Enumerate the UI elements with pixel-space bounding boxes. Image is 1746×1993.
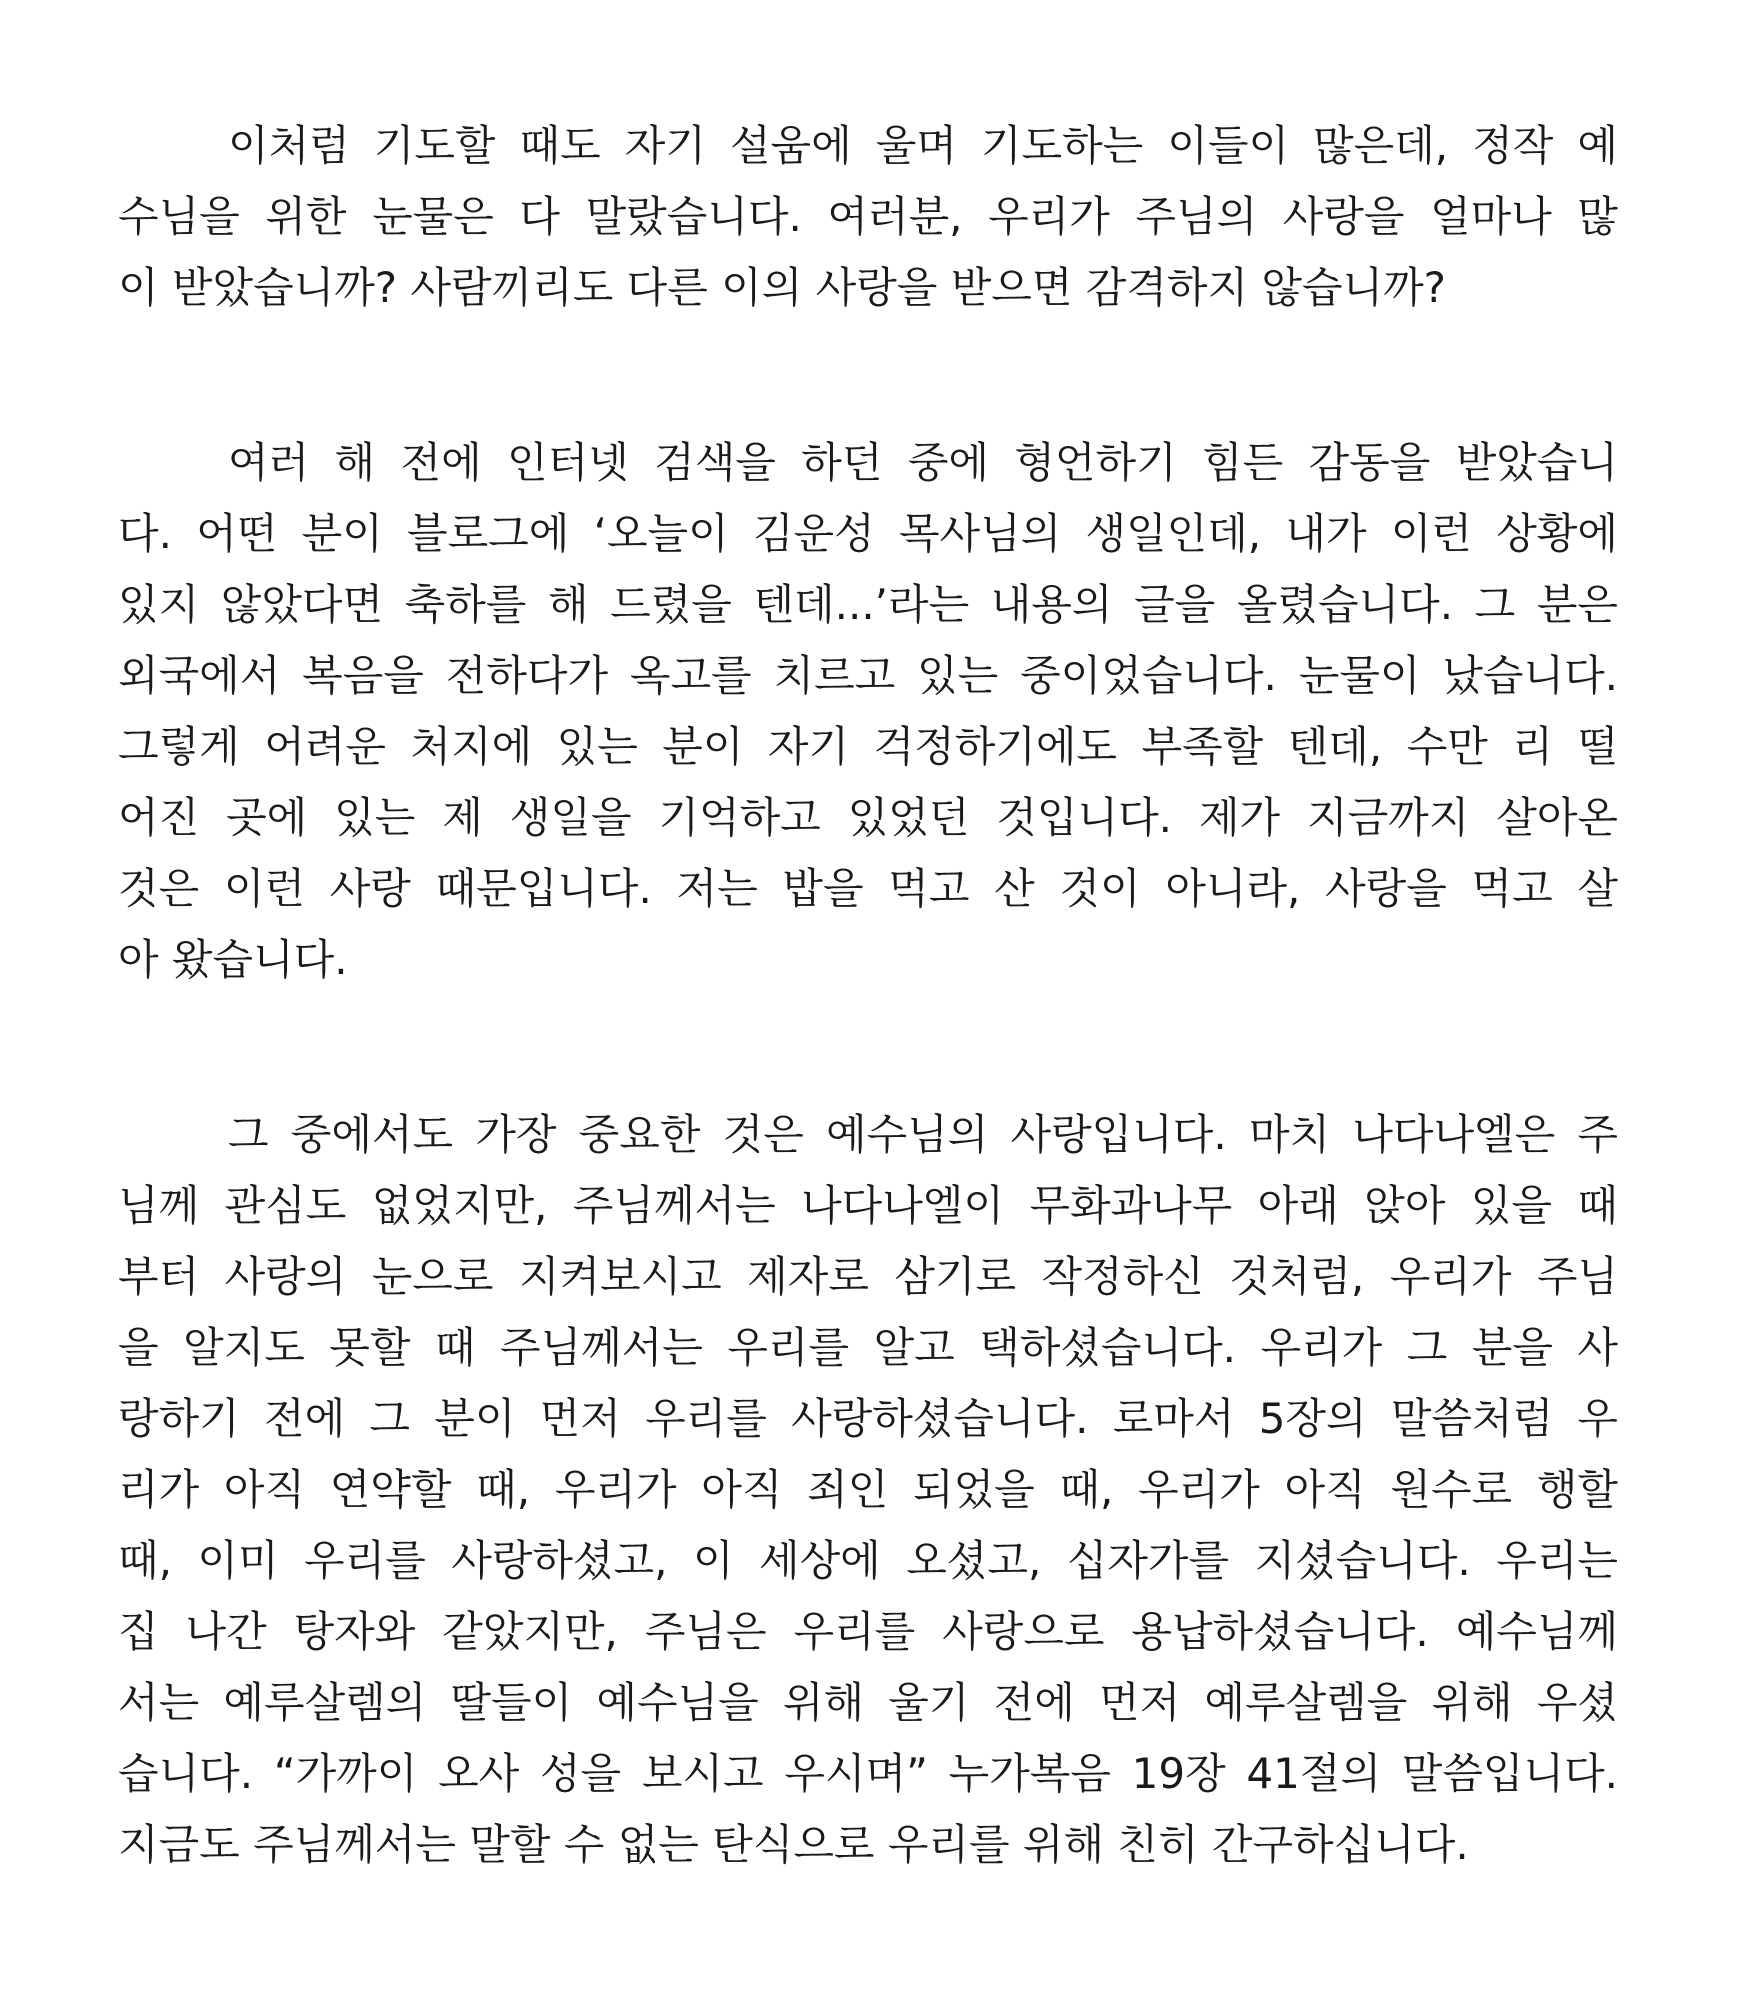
text-line: 집 나간 탕자와 같았지만, 주님은 우리를 사랑으로 용납하셨습니다. 예수님께 (118, 1607, 1618, 1656)
text-line: 습니다. “가까이 오사 성을 보시고 우시며” 누가복음 19장 41절의 말씀입니다. (118, 1749, 1618, 1798)
text-line: 랑하기 전에 그 분이 먼저 우리를 사랑하셨습니다. 로마서 5장의 말씀처럼 우 (118, 1394, 1618, 1443)
text-line: 아 왔습니다. (118, 935, 348, 984)
text-line: 서는 예루살렘의 딸들이 예수님을 위해 울기 전에 먼저 예루살렘을 위해 우셨 (118, 1678, 1618, 1727)
text-line: 있지 않았다면 축하를 해 드렸을 텐데...’라는 내용의 글을 올렸습니다. 그 분은 (118, 580, 1618, 629)
text-line: 다. 어떤 분이 블로그에 ‘오늘이 김운성 목사님의 생일인데, 내가 이런 상황에 (118, 509, 1618, 558)
text-line: 때, 이미 우리를 사랑하셨고, 이 세상에 오셨고, 십자가를 지셨습니다. 우리는 (118, 1536, 1618, 1585)
paragraph-1 (118, 110, 1618, 323)
text-line: 그 중에서도 가장 중요한 것은 예수님의 사랑입니다. 마치 나다나엘은 주 (228, 1110, 1618, 1159)
text-line: 리가 아직 연약할 때, 우리가 아직 죄인 되었을 때, 우리가 아직 원수로 행할 (118, 1465, 1618, 1514)
text-line: 지금도 주님께서는 말할 수 없는 탄식으로 우리를 위해 친히 간구하십니다. (118, 1820, 1469, 1869)
text-line: 여러 해 전에 인터넷 검색을 하던 중에 형언하기 힘든 감동을 받았습니 (228, 438, 1618, 487)
document-page (118, 110, 1618, 1880)
text-line: 이 받았습니까? 사람끼리도 다른 이의 사랑을 받으면 감격하지 않습니까? (118, 263, 1446, 312)
paragraph-gap (118, 323, 1618, 427)
paragraph-3 (118, 1099, 1618, 1880)
text-line: 것은 이런 사랑 때문입니다. 저는 밥을 먹고 산 것이 아니라, 사랑을 먹고 살 (118, 864, 1618, 913)
paragraph-2 (118, 427, 1618, 995)
text-line: 수님을 위한 눈물은 다 말랐습니다. 여러분, 우리가 주님의 사랑을 얼마나 많 (118, 192, 1618, 241)
paragraph-gap (118, 995, 1618, 1099)
text-line: 어진 곳에 있는 제 생일을 기억하고 있었던 것입니다. 제가 지금까지 살아온 (118, 793, 1618, 842)
text-line: 이처럼 기도할 때도 자기 설움에 울며 기도하는 이들이 많은데, 정작 예 (228, 121, 1618, 170)
text-line: 을 알지도 못할 때 주님께서는 우리를 알고 택하셨습니다. 우리가 그 분을 사 (118, 1323, 1618, 1372)
text-line: 그렇게 어려운 처지에 있는 분이 자기 걱정하기에도 부족할 텐데, 수만 리 떨 (118, 722, 1618, 771)
text-line: 님께 관심도 없었지만, 주님께서는 나다나엘이 무화과나무 아래 앉아 있을 때 (118, 1181, 1618, 1230)
text-line: 부터 사랑의 눈으로 지켜보시고 제자로 삼기로 작정하신 것처럼, 우리가 주님 (118, 1252, 1618, 1301)
text-line: 외국에서 복음을 전하다가 옥고를 치르고 있는 중이었습니다. 눈물이 났습니다. (118, 651, 1618, 700)
